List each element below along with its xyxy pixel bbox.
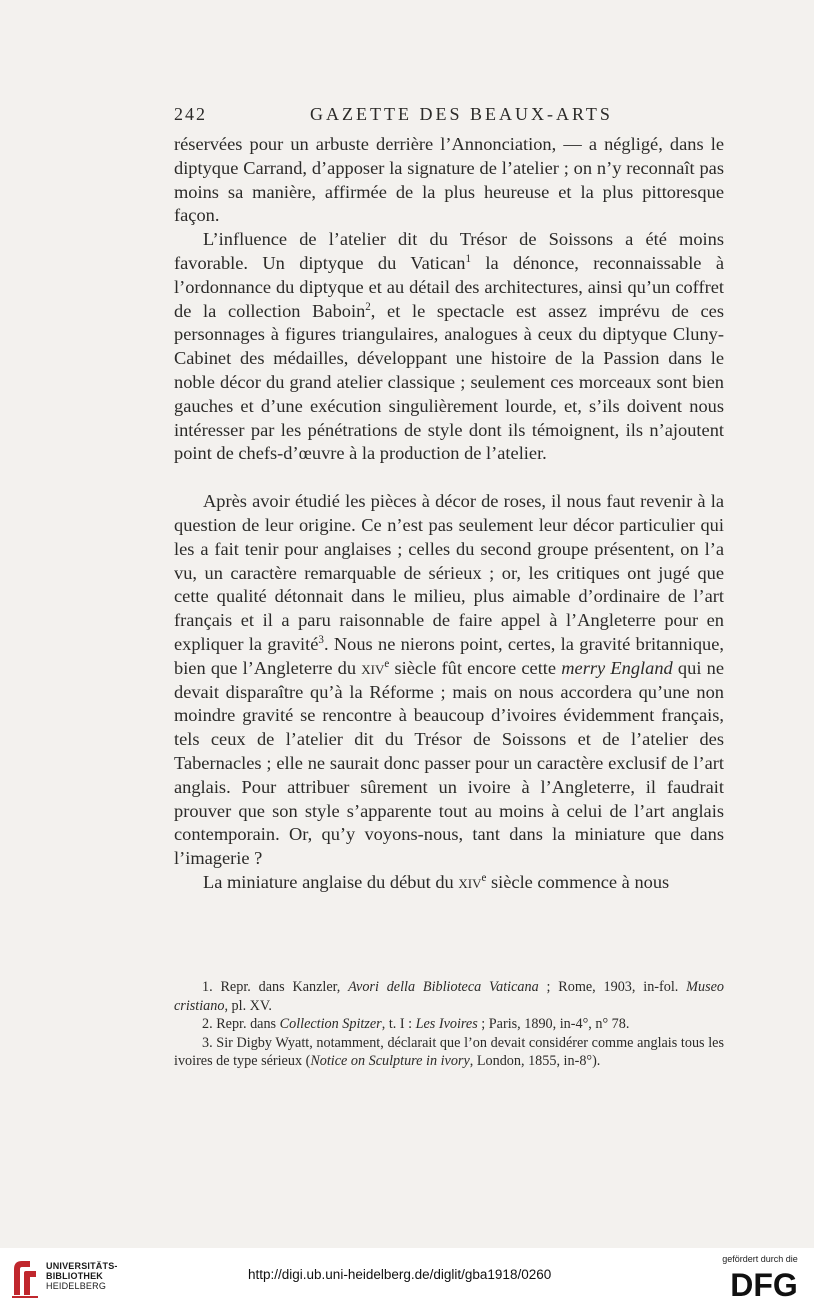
century-suffix: e (384, 657, 390, 670)
italic-title: Les Ivoires (415, 1016, 478, 1033)
text-span: 2. Repr. dans (202, 1016, 280, 1033)
italic-title: Notice on Sculpture in ivory (310, 1053, 470, 1070)
library-name-line: HEIDELBERG (46, 1281, 107, 1291)
footnote-ref-3: 3 (318, 633, 324, 646)
paragraph-2 (174, 228, 724, 466)
text-span: , pl. XV. (224, 997, 272, 1014)
italic-phrase: merry England (561, 657, 673, 678)
footnote-ref-2: 2 (365, 300, 371, 313)
text-span: siècle fût encore cette (389, 657, 562, 678)
century-suffix: e (481, 871, 487, 884)
paragraph-3 (174, 490, 724, 871)
text-span: ; Rome, 1903, in-fol. (538, 979, 687, 995)
university-library-logo-icon (10, 1255, 40, 1299)
footnote-3 (174, 1034, 724, 1071)
library-name-line: UNIVERSITÄTS- (46, 1261, 118, 1271)
text-span: La miniature anglaise du début du (203, 871, 459, 892)
text-span: L’influence de l’atelier dit du Trésor de Soissons a été moins favorable. Un diptyque du Vatican (174, 229, 724, 273)
running-title: GAZETTE DES BEAUX-ARTS (310, 104, 613, 124)
italic-title: Collection Spitzer (279, 1016, 382, 1033)
text-span: . Nous ne nierons point, certes, la gravité britannique, bien que l’Angleterre du (174, 633, 724, 678)
text-span: 1. Repr. dans Kanzler, (202, 979, 349, 995)
text-span: siècle commence à nous (486, 871, 670, 892)
funded-by-label: gefördert durch die (722, 1254, 798, 1264)
library-name (46, 1261, 118, 1291)
footnotes (174, 978, 724, 1071)
paragraph-1: réservées pour un arbuste derrière l’Annonciation, — a négligé, dans le diptyque Carrand, d’apposer la signature de l’atelier ; on n’y reconnaît pas moins sa manière, affirmée de la plus heureuse et la plus pittoresque façon. (174, 134, 724, 226)
italic-title: Museo cristiano (174, 979, 724, 1014)
text-span: ; Paris, 1890, in-4°, n° 78. (477, 1016, 630, 1033)
dfg-logo-icon (722, 1268, 806, 1300)
text-span: , t. I : (381, 1016, 416, 1033)
library-name-line: BIBLIOTHEK (46, 1271, 103, 1281)
footnote-ref-1: 1 (465, 252, 472, 265)
text-span: 3. Sir Digby Wyatt, notamment, déclarait que l’on devait considérer comme anglais tous les ivoires de type sérieux ( (174, 1034, 724, 1070)
text-span: , London, 1855, in-8°). (469, 1053, 601, 1070)
text-span: qui ne devait disparaître qu’à la Réforme ; mais on nous accordera qu’une non moindre gravité se rencontre à beaucoup d’ivoires évidemment français, tels ceux de l’atelier dit du Trésor de Soissons et de l’atelier des Tabernacles ; elle ne saurait donc passer pour un caractère exclusif de l’art anglais. Pour attribuer sûrement un ivoire à l’Angleterre, il faudrait prouver que son style s’apparente tout au moins à celui de l’art anglais contemporain. Or, qu’y voyons-nous, tant dans la miniature que dans l’imagerie ? (174, 657, 724, 869)
century-numeral: xiv (361, 657, 385, 678)
footnote-1 (174, 978, 724, 1015)
text-span: Après avoir étudié les pièces à décor de roses, il nous faut revenir à la question de leur origine. Ce n’est pas seulement leur décor particulier qui les a fait tenir pour anglaises ; celles du second groupe présentent, on l’a vu, un caractère remarquable de sérieux ; or, les critiques ont jugé que cette qualité détonnait dans le milieu, plus aimable d’ordinaire de l’art français et il a paru raisonnable de faire appel à l’Angleterre pour en expliquer la gravité (174, 491, 724, 654)
text-span: la dénonce, reconnaissable à l’ordonnance du diptyque et au détail des architectures, ainsi qu’un coffret de la collection Baboin (174, 252, 724, 321)
dfg-logo-text: DFG (730, 1268, 798, 1300)
italic-title: Avori della Biblioteca Vaticana (348, 979, 539, 995)
text-span: , et le spectacle est assez imprévu de ces personnages à figures triangulaires, analogues à ceux du diptyque Cluny-Cabinet des médailles, développant une histoire de la Passion dans le noble décor du grand atelier classique ; seulement ces morceaux sont bien gauches et d’une exécution singulièrement lourde, et, s’ils doivent nous intéresser par les pénétrations de style dont ils témoignent, ils n’ajoutent point de chefs-d’œuvre à la production de l’atelier. (174, 300, 724, 464)
page-number: 242 (174, 104, 207, 124)
permalink-url[interactable]: http://digi.ub.uni-heidelberg.de/diglit/gba1918/0260 (248, 1267, 552, 1282)
main-text (174, 133, 724, 895)
running-header (174, 100, 724, 128)
century-numeral: xiv (458, 871, 482, 892)
paragraph-4 (174, 871, 724, 895)
footnote-2 (174, 1015, 724, 1034)
viewer-footer (0, 1248, 814, 1306)
section-gap (174, 466, 724, 490)
